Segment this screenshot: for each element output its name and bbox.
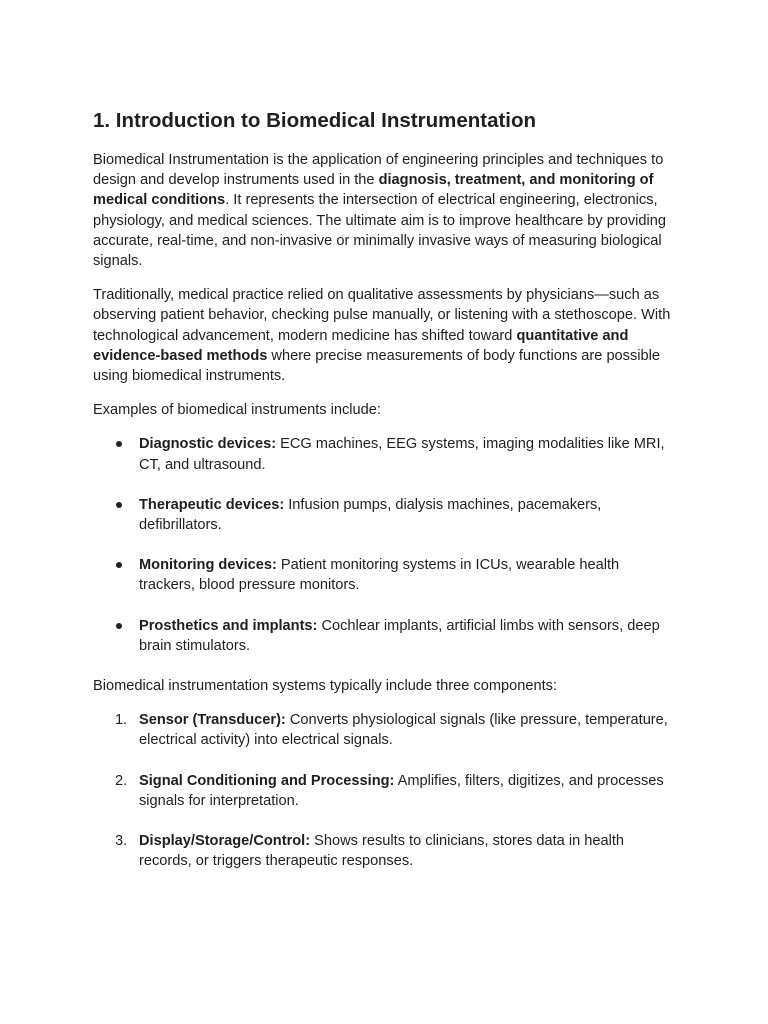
list-item-text: Patient monitoring systems in ICUs, wearable health trackers, blood pressure monitors.: [139, 557, 620, 594]
history-paragraph: [93, 285, 676, 386]
list-item-text: ECG machines, EEG systems, imaging modalities like MRI, CT, and ultrasound.: [139, 436, 665, 473]
history-text-1: Traditionally, medical practice relied on qualitative assessments by physicians—such as observing patient behavior, checking pulse manually, or listening with a stethoscope. With technological advancement, modern medicine has shifted toward: [93, 287, 671, 344]
examples-intro: Examples of biomedical instruments include:: [93, 402, 381, 419]
history-text-2: where precise measurements of body functions are possible using biomedical instruments.: [93, 347, 660, 385]
intro-paragraph: [93, 150, 676, 271]
components-intro: Biomedical instrumentation systems typically include three components:: [93, 678, 557, 695]
list-item-label: Therapeutic devices:: [139, 496, 285, 513]
list-item-text: Infusion pumps, dialysis machines, pacemakers, defibrillators.: [139, 496, 602, 534]
numbered-item: [93, 831, 676, 871]
bullet-icon: [116, 623, 122, 629]
numbered-item: [93, 710, 676, 750]
intro-bold-text: diagnosis, treatment, and monitoring of medical conditions: [93, 172, 654, 209]
item-number: 2.: [115, 772, 128, 789]
intro-text-1: Biomedical Instrumentation is the application of engineering principles and techniques to design and develop instruments used in the: [93, 152, 664, 189]
list-item: [93, 495, 676, 535]
history-bold-text: quantitative and evidence-based methods: [93, 327, 629, 364]
components-list: [93, 710, 676, 871]
intro-text-2: . It represents the intersection of electrical engineering, electronics, physiology, and medical sciences. The ultimate aim is to improve healthcare by providing accurate, real-time, and non-invasive or minimally invasive ways of measuring biological signals.: [93, 192, 666, 270]
numbered-item-text: Converts physiological signals (like pressure, temperature, electrical activity) into electrical signals.: [139, 712, 668, 749]
section-heading: 1. Introduction to Biomedical Instrumentation: [93, 109, 537, 132]
numbered-item-text: Amplifies, filters, digitizes, and processes signals for interpretation.: [139, 772, 664, 809]
item-number: 3.: [115, 833, 128, 850]
list-item-label: Monitoring devices:: [139, 557, 277, 574]
list-item: [93, 434, 676, 474]
bullet-icon: [116, 502, 122, 508]
list-item-label: Prosthetics and implants:: [139, 617, 318, 634]
bullet-icon: [116, 441, 122, 447]
list-item-text: Cochlear implants, artificial limbs with sensors, deep brain stimulators.: [139, 617, 660, 654]
numbered-item-text: Shows results to clinicians, stores data in health records, or triggers therapeutic responses.: [139, 833, 625, 870]
list-item-label: Diagnostic devices:: [139, 436, 277, 453]
bullet-icon: [116, 562, 122, 568]
list-item: [93, 555, 676, 595]
numbered-item-label: Display/Storage/Control:: [139, 833, 311, 850]
numbered-item-label: Signal Conditioning and Processing:: [139, 772, 395, 789]
numbered-item: [93, 771, 676, 811]
list-item: [93, 616, 676, 656]
numbered-item-label: Sensor (Transducer):: [139, 712, 286, 729]
item-number: 1.: [115, 712, 128, 729]
examples-list: [93, 434, 676, 656]
